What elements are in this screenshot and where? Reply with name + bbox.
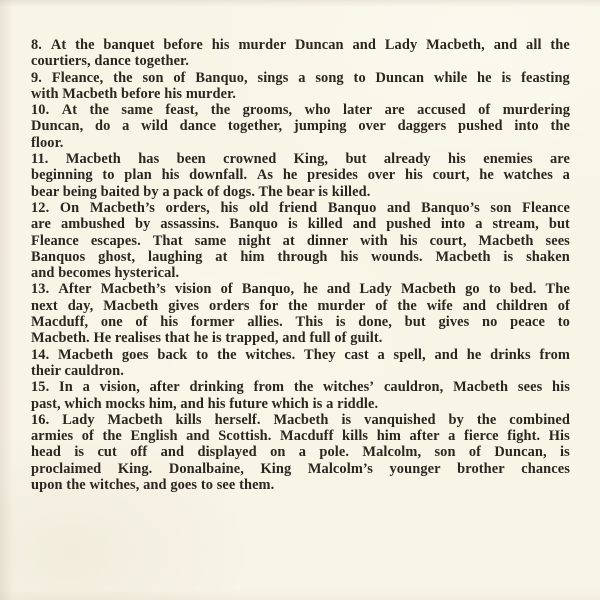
synopsis-item-16 bbox=[31, 412, 570, 493]
text-line: courtiers, dance together. bbox=[31, 53, 189, 70]
text-line: 9. Fleance, the son of Banquo, sings a song to Duncan while he is feasting bbox=[31, 69, 570, 86]
text-line: head is cut off and displayed on a pole. Malcolm, son of Duncan, is bbox=[31, 444, 570, 461]
text-line: 12. On Macbeth’s orders, his old friend Banquo and Banquo’s son Fleance bbox=[31, 199, 570, 216]
text-line: 16. Lady Macbeth kills herself. Macbeth is vanquished by the combined bbox=[31, 411, 570, 428]
text-line: and becomes hysterical. bbox=[31, 265, 180, 282]
synopsis-item-12 bbox=[31, 200, 570, 281]
synopsis-item-11 bbox=[31, 151, 570, 200]
text-line: Macbeth. He realises that he is trapped, and full of guilt. bbox=[31, 330, 383, 347]
text-line: upon the witches, and goes to see them. bbox=[31, 477, 275, 494]
text-line: 10. At the same feast, the grooms, who later are accused of murdering bbox=[31, 102, 570, 119]
synopsis-item-15 bbox=[31, 379, 570, 412]
text-line: 13. After Macbeth’s vision of Banquo, he and Lady Macbeth go to bed. The bbox=[31, 281, 570, 298]
synopsis-item-13 bbox=[31, 281, 570, 346]
text-line: bear being baited by a pack of dogs. The bear is killed. bbox=[31, 183, 371, 200]
text-line: past, which mocks him, and his future which is a riddle. bbox=[31, 395, 379, 412]
synopsis-item-14 bbox=[31, 347, 570, 380]
text-line: Fleance escapes. That same night at dinner with his court, Macbeth sees bbox=[31, 232, 570, 249]
text-line: Banquos ghost, laughing at him through his wounds. Macbeth is shaken bbox=[31, 248, 570, 265]
text-line: Macduff, one of his former allies. This is done, but gives no peace to bbox=[31, 314, 570, 331]
text-line: 11. Macbeth has been crowned King, but already his enemies are bbox=[31, 151, 570, 168]
text-line: with Macbeth before his murder. bbox=[31, 85, 236, 102]
text-line: proclaimed King. Donalbaine, King Malcolm’s younger brother chances bbox=[31, 460, 570, 477]
text-line: floor. bbox=[31, 134, 64, 151]
text-line: their cauldron. bbox=[31, 362, 124, 379]
synopsis-text bbox=[31, 37, 570, 493]
synopsis-item-10 bbox=[31, 102, 570, 151]
text-line: 14. Macbeth goes back to the witches. They cast a spell, and he drinks from bbox=[31, 346, 570, 363]
text-line: are ambushed by assassins. Banquo is killed and pushed into a stream, but bbox=[31, 216, 570, 233]
text-line: 15. In a vision, after drinking from the witches’ cauldron, Macbeth sees his bbox=[31, 379, 570, 396]
text-line: 8. At the banquet before his murder Duncan and Lady Macbeth, and all the bbox=[31, 37, 570, 53]
text-line: Duncan, do a wild dance together, jumping over daggers pushed into the bbox=[31, 118, 570, 135]
synopsis-item-8 bbox=[31, 37, 570, 70]
text-line: beginning to plan his downfall. As he presides over his court, he watches a bbox=[31, 167, 570, 184]
text-line: armies of the English and Scottish. Macduff kills him after a fierce fight. His bbox=[31, 428, 570, 445]
synopsis-item-9 bbox=[31, 70, 570, 103]
text-line: next day, Macbeth gives orders for the murder of the wife and children of bbox=[31, 297, 570, 314]
